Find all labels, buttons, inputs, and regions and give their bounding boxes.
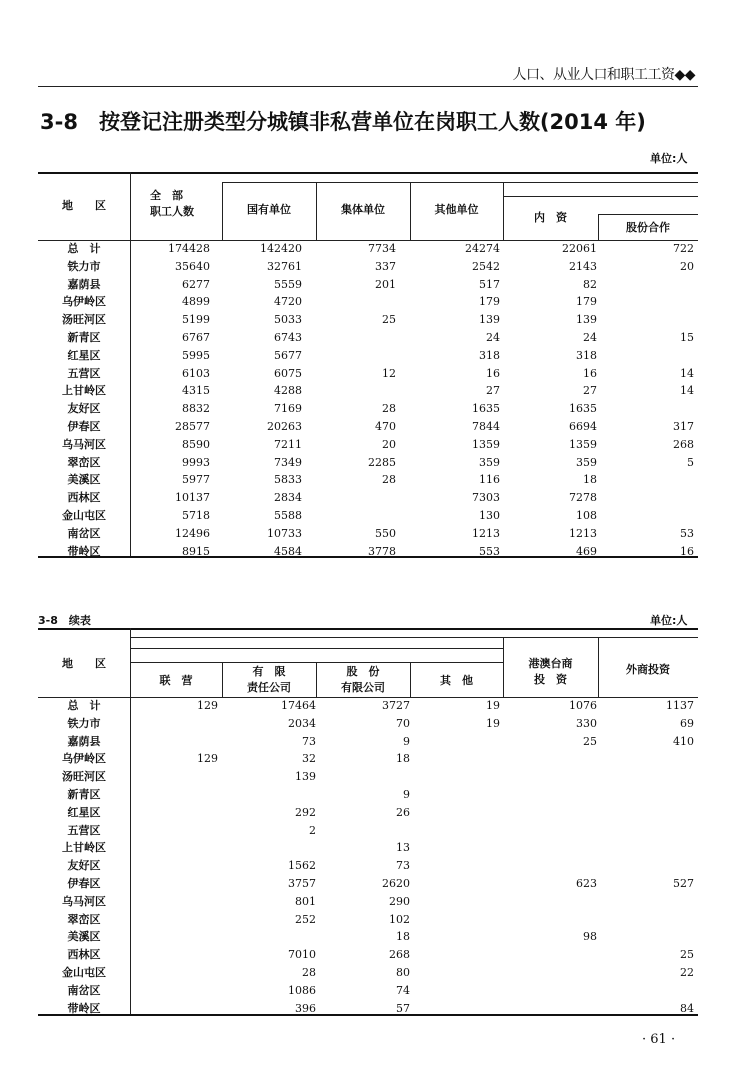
table-row [0, 293, 731, 311]
cell-region: 带岭区 [67, 1001, 101, 1015]
cell-total: 5995 [182, 348, 210, 362]
cell-region: 总 计 [67, 242, 101, 255]
cell-joint-stock-coop: 14 [680, 366, 694, 380]
cell-region: 乌伊岭区 [62, 295, 106, 309]
cell-domestic: 24 [583, 330, 597, 344]
cell-collective: 28 [382, 473, 396, 487]
cell-hmt: 98 [583, 930, 597, 944]
unit-label: 单位:人 [650, 152, 688, 165]
table-row [0, 982, 731, 1000]
table-row [0, 875, 731, 893]
cell-domestic: 1213 [569, 526, 597, 540]
cell-collective: 20 [382, 437, 396, 451]
cell-stock: 70 [396, 716, 410, 730]
cell-state-owned: 142420 [260, 242, 302, 255]
cell-total: 174428 [168, 242, 210, 255]
cell-other-units: 318 [479, 348, 500, 362]
cell-joint-stock-coop: 14 [680, 384, 694, 398]
col-header-llc-line2: 责任公司 [247, 681, 291, 694]
table-row [0, 258, 731, 276]
cell-state-owned: 6075 [274, 366, 302, 380]
cell-llc: 73 [302, 734, 316, 748]
page-number: · 61 · [642, 1032, 676, 1047]
cell-other-units: 553 [479, 544, 500, 558]
col-header-region: 地 区 [62, 657, 106, 670]
cell-domestic: 7278 [569, 491, 597, 505]
cell-state-owned: 20263 [267, 419, 302, 433]
cell-total: 6767 [182, 330, 210, 344]
header-rule [130, 648, 503, 649]
cell-other-units: 1635 [472, 402, 500, 416]
cell-stock: 80 [396, 965, 410, 979]
cell-total: 5718 [182, 508, 210, 522]
cell-stock: 74 [396, 983, 410, 997]
page-title: 3-8 按登记注册类型分城镇非私营单位在岗职工人数(2014 年) [40, 110, 646, 134]
cell-domestic: 22061 [562, 242, 597, 255]
cell-total: 6277 [182, 277, 210, 291]
cell-domestic: 179 [576, 295, 597, 309]
cell-total: 35640 [175, 259, 210, 273]
table-row [0, 1000, 731, 1018]
cell-state-owned: 2834 [274, 491, 302, 505]
cell-total: 5977 [182, 473, 210, 487]
table-row [0, 240, 731, 258]
cell-other-units: 24274 [465, 242, 500, 255]
cell-state-owned: 4584 [274, 544, 302, 558]
cell-region: 总 计 [67, 699, 101, 712]
table-row [0, 418, 731, 436]
cell-region: 铁力市 [67, 259, 101, 273]
cell-state-owned: 5833 [274, 473, 302, 487]
cell-region: 新青区 [67, 330, 101, 344]
cell-joint-stock-coop: 16 [680, 544, 694, 558]
cell-total: 4315 [182, 384, 210, 398]
cell-region: 带岭区 [67, 544, 101, 558]
cell-llc: 139 [295, 770, 316, 784]
cell-llc: 1562 [288, 859, 316, 873]
cell-llc: 17464 [281, 699, 316, 712]
cell-stock: 73 [396, 859, 410, 873]
cell-region: 嘉荫县 [67, 734, 101, 748]
cell-region: 金山屯区 [62, 965, 106, 979]
col-header-total [136, 188, 218, 220]
cell-region: 五营区 [67, 823, 101, 837]
cell-domestic: 27 [583, 384, 597, 398]
cell-domestic: 6694 [569, 419, 597, 433]
col-header-other: 其 他 [440, 674, 473, 687]
cell-joint-stock-coop: 53 [680, 526, 694, 540]
cell-state-owned: 7169 [274, 402, 302, 416]
col-header-domestic: 内 资 [534, 211, 567, 224]
cell-domestic: 1635 [569, 402, 597, 416]
cell-stock: 9 [403, 734, 410, 748]
cell-region: 美溪区 [67, 473, 101, 487]
table-row [0, 471, 731, 489]
cell-collective: 470 [375, 419, 396, 433]
cell-llc: 396 [295, 1001, 316, 1015]
cell-joint-stock-coop: 268 [673, 437, 694, 451]
col-header-other-units: 其他单位 [434, 203, 479, 216]
cell-foreign: 25 [680, 948, 694, 962]
continued-label: 3-8 续表 [38, 614, 91, 627]
cell-region: 上甘岭区 [62, 384, 106, 398]
table-top-rule [38, 172, 698, 174]
cell-other-units: 116 [479, 473, 500, 487]
cell-total: 6103 [182, 366, 210, 380]
cell-collective: 2285 [368, 455, 396, 469]
cell-hmt: 623 [576, 876, 597, 890]
cell-joint-stock-coop: 20 [680, 259, 694, 273]
cell-collective: 201 [375, 277, 396, 291]
table-row [0, 489, 731, 507]
cell-other-units: 130 [479, 508, 500, 522]
cell-joint-stock-coop: 317 [673, 419, 694, 433]
cell-domestic: 318 [576, 348, 597, 362]
col-header-foreign: 外商投资 [626, 663, 670, 676]
table-row [0, 347, 731, 365]
cell-other-units: 7844 [472, 419, 500, 433]
cell-total: 12496 [175, 526, 210, 540]
col-header-hmt [503, 656, 598, 688]
cell-total: 8832 [182, 402, 210, 416]
cell-total: 8590 [182, 437, 210, 451]
cell-other-units: 1359 [472, 437, 500, 451]
table-row [0, 786, 731, 804]
col-header-stock-line2: 有限公司 [341, 681, 385, 694]
cell-other-units: 24 [486, 330, 500, 344]
cell-llc: 252 [295, 912, 316, 926]
cell-other-units: 179 [479, 295, 500, 309]
cell-region: 南岔区 [67, 526, 101, 540]
cell-joint-stock-coop: 5 [687, 455, 694, 469]
cell-total: 9993 [182, 455, 210, 469]
table-row [0, 911, 731, 929]
header-rule [38, 86, 698, 87]
cell-other-units: 2542 [472, 259, 500, 273]
unit-label: 单位:人 [650, 614, 688, 627]
cell-state-owned: 5033 [274, 313, 302, 327]
cell-total: 10137 [175, 491, 210, 505]
col-header-collective: 集体单位 [341, 203, 385, 216]
col-header-state-owned: 国有单位 [247, 203, 291, 216]
cell-domestic: 2143 [569, 259, 597, 273]
cell-llc: 292 [295, 805, 316, 819]
col-header-llc [222, 664, 316, 696]
header-rule [130, 637, 698, 638]
cell-other: 19 [486, 716, 500, 730]
cell-state-owned: 5588 [274, 508, 302, 522]
cell-other: 19 [486, 699, 500, 712]
cell-region: 友好区 [67, 402, 101, 416]
cell-region: 乌伊岭区 [62, 752, 106, 766]
cell-other-units: 16 [486, 366, 500, 380]
table-1-body [0, 240, 731, 560]
cell-collective: 7734 [368, 242, 396, 255]
table-row [0, 839, 731, 857]
table-row [0, 436, 731, 454]
cell-region: 美溪区 [67, 930, 101, 944]
cell-stock: 9 [403, 787, 410, 801]
cell-region: 乌马河区 [62, 437, 106, 451]
col-header-stock [316, 664, 410, 696]
cell-collective: 28 [382, 402, 396, 416]
cell-region: 西林区 [67, 948, 101, 962]
cell-total: 5199 [182, 313, 210, 327]
table-row [0, 822, 731, 840]
cell-stock: 18 [396, 752, 410, 766]
cell-stock: 13 [396, 841, 410, 855]
cell-total: 4899 [182, 295, 210, 309]
col-header-region: 地 区 [62, 199, 106, 212]
cell-region: 乌马河区 [62, 894, 106, 908]
cell-collective: 3778 [368, 544, 396, 558]
cell-foreign: 527 [673, 876, 694, 890]
cell-region: 翠峦区 [67, 912, 101, 926]
cell-state-owned: 7349 [274, 455, 302, 469]
cell-region: 南岔区 [67, 983, 101, 997]
cell-foreign: 69 [680, 716, 694, 730]
cell-joint: 129 [197, 752, 218, 766]
cell-other-units: 517 [479, 277, 500, 291]
cell-region: 西林区 [67, 491, 101, 505]
table-row [0, 525, 731, 543]
cell-region: 红星区 [67, 805, 101, 819]
cell-foreign: 22 [680, 965, 694, 979]
cell-state-owned: 5559 [274, 277, 302, 291]
table-row [0, 382, 731, 400]
cell-domestic: 108 [576, 508, 597, 522]
cell-llc: 32 [302, 752, 316, 766]
cell-region: 翠峦区 [67, 455, 101, 469]
cell-other-units: 139 [479, 313, 500, 327]
table-row [0, 804, 731, 822]
table-row [0, 276, 731, 294]
table-row [0, 857, 731, 875]
table-row [0, 311, 731, 329]
cell-domestic: 1359 [569, 437, 597, 451]
cell-stock: 3727 [382, 699, 410, 712]
header-rule [503, 196, 698, 197]
cell-domestic: 139 [576, 313, 597, 327]
table-2-body [0, 697, 731, 1017]
cell-region: 五营区 [67, 366, 101, 380]
table-row [0, 400, 731, 418]
cell-region: 金山屯区 [62, 508, 106, 522]
cell-hmt: 330 [576, 716, 597, 730]
running-head: 人口、从业人口和职工工资◆◆ [512, 67, 695, 83]
cell-domestic: 18 [583, 473, 597, 487]
cell-collective: 25 [382, 313, 396, 327]
cell-domestic: 469 [576, 544, 597, 558]
table-row [0, 964, 731, 982]
cell-llc: 2034 [288, 716, 316, 730]
cell-foreign: 84 [680, 1001, 694, 1015]
cell-domestic: 16 [583, 366, 597, 380]
cell-state-owned: 5677 [274, 348, 302, 362]
cell-hmt: 25 [583, 734, 597, 748]
cell-stock: 26 [396, 805, 410, 819]
table-row [0, 329, 731, 347]
cell-llc: 28 [302, 965, 316, 979]
cell-collective: 12 [382, 366, 396, 380]
table-row [0, 733, 731, 751]
cell-region: 伊春区 [67, 876, 101, 890]
col-header-llc-line1: 有 限 [252, 665, 286, 678]
cell-other-units: 7303 [472, 491, 500, 505]
cell-other-units: 27 [486, 384, 500, 398]
cell-stock: 102 [389, 912, 410, 926]
cell-region: 红星区 [67, 348, 101, 362]
cell-hmt: 1076 [569, 699, 597, 712]
cell-state-owned: 10733 [267, 526, 302, 540]
cell-foreign: 410 [673, 734, 694, 748]
table-row [0, 454, 731, 472]
cell-stock: 57 [396, 1001, 410, 1015]
cell-stock: 290 [389, 894, 410, 908]
cell-state-owned: 6743 [274, 330, 302, 344]
header-rule [598, 214, 698, 215]
cell-joint-stock-coop: 15 [680, 330, 694, 344]
table-row [0, 893, 731, 911]
col-header-total-line1: 全 部 [150, 189, 183, 202]
cell-joint-stock-coop: 722 [673, 242, 694, 255]
col-header-joint: 联 营 [159, 674, 193, 687]
cell-region: 伊春区 [67, 419, 101, 433]
cell-stock: 18 [396, 930, 410, 944]
cell-llc: 2 [309, 823, 316, 837]
cell-region: 汤旺河区 [62, 770, 106, 784]
cell-llc: 1086 [288, 983, 316, 997]
cell-total: 28577 [175, 419, 210, 433]
table-row [0, 928, 731, 946]
cell-collective: 337 [375, 259, 396, 273]
table-row [0, 946, 731, 964]
cell-region: 嘉荫县 [67, 277, 101, 291]
cell-collective: 550 [375, 526, 396, 540]
cell-state-owned: 32761 [267, 259, 302, 273]
table-row [0, 715, 731, 733]
cell-state-owned: 7211 [274, 437, 302, 451]
col-header-joint-stock-coop: 股份合作 [626, 221, 670, 234]
cell-domestic: 82 [583, 277, 597, 291]
cell-total: 8915 [182, 544, 210, 558]
cell-llc: 3757 [288, 876, 316, 890]
table-row [0, 543, 731, 561]
cell-other-units: 1213 [472, 526, 500, 540]
cell-state-owned: 4720 [274, 295, 302, 309]
cell-region: 铁力市 [67, 716, 101, 730]
cell-state-owned: 4288 [274, 384, 302, 398]
table-row [0, 768, 731, 786]
cell-stock: 2620 [382, 876, 410, 890]
col-header-stock-line1: 股 份 [346, 665, 380, 678]
cell-stock: 268 [389, 948, 410, 962]
table-row [0, 365, 731, 383]
table-row [0, 750, 731, 768]
table-top-rule [38, 628, 698, 630]
cell-joint: 129 [197, 699, 218, 712]
col-header-hmt-line2: 投 资 [534, 673, 567, 686]
cell-other-units: 359 [479, 455, 500, 469]
cell-region: 新青区 [67, 787, 101, 801]
cell-region: 友好区 [67, 859, 101, 873]
cell-llc: 801 [295, 894, 316, 908]
cell-domestic: 359 [576, 455, 597, 469]
cell-foreign: 1137 [666, 699, 694, 712]
cell-region: 汤旺河区 [62, 313, 106, 327]
col-header-total-line2: 职工人数 [150, 205, 194, 218]
cell-llc: 7010 [288, 948, 316, 962]
col-header-hmt-line1: 港澳台商 [528, 657, 573, 670]
table-row [0, 697, 731, 715]
table-row [0, 507, 731, 525]
header-rule [222, 182, 698, 183]
cell-region: 上甘岭区 [62, 841, 106, 855]
